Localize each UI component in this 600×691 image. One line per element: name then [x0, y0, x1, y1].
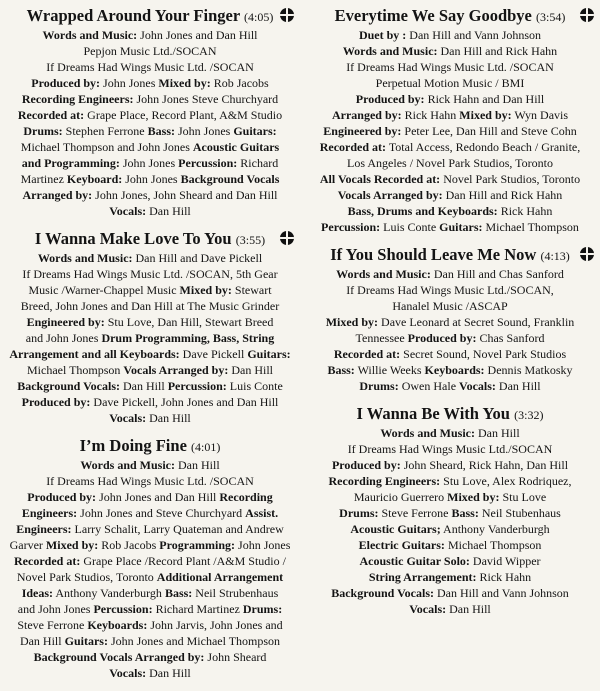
credit-line [304, 457, 596, 473]
credit-role: Produced by: [331, 458, 401, 472]
credit-value: Novel Park Studios, Toronto [440, 172, 581, 186]
song-credits-block [304, 404, 596, 617]
credit-line [304, 91, 596, 107]
credit-value: Chas Sanford [476, 331, 545, 345]
credit-role: Programming: [159, 538, 236, 552]
credit-line [4, 171, 296, 187]
credit-role: Vocals Arranged by: [337, 188, 443, 202]
credit-value: Michael Thompson [26, 363, 124, 377]
credit-line [4, 521, 296, 537]
credit-value: Luis Conte [226, 379, 283, 393]
song-title [4, 6, 296, 27]
credit-value: John Jones and Michael Thompson [107, 634, 281, 648]
credit-value: Wyn Davis [511, 108, 569, 122]
credit-role: Recorded at: [319, 140, 387, 154]
credit-role: Drums: [23, 124, 63, 138]
credit-role: Percussion: [178, 156, 238, 170]
credit-role: Acoustic Guitar Solo: [359, 554, 470, 568]
credit-role: Mixed by: [325, 315, 379, 329]
credit-line [4, 457, 296, 473]
song-duration: (4:13) [540, 249, 570, 263]
credit-line [304, 553, 596, 569]
credit-role: Background Vocals: [17, 379, 121, 393]
song-title [4, 436, 296, 457]
credit-role: Produced by: [21, 395, 91, 409]
song-duration: (4:05) [243, 10, 274, 24]
credit-line [304, 43, 596, 59]
credit-role: Mixed by: [447, 490, 500, 504]
credit-role: Words and Music: [37, 251, 133, 265]
credit-value: Stu Love, Alex Rodriquez, [440, 474, 572, 488]
credit-value: Steve Ferrone [17, 618, 88, 632]
credit-value: Neil Strubenhaus [192, 586, 279, 600]
credit-line [4, 91, 296, 107]
credit-value: Dennis Matkosky [484, 363, 573, 377]
credit-line [304, 473, 596, 489]
song-title-text: Everytime We Say Goodbye [334, 6, 532, 25]
credit-value: John Jones [235, 538, 291, 552]
credit-value: Garver [9, 538, 46, 552]
credit-role: Keyboards: [424, 363, 485, 377]
credit-line [304, 266, 596, 282]
credit-line: Breed, John Jones and Dan Hill at The Music Grinder [20, 299, 280, 313]
credit-role: String Arrangement: [368, 570, 477, 584]
credit-line [304, 569, 596, 585]
credit-line [4, 203, 296, 219]
song-title-text: I Wanna Be With You [356, 404, 510, 423]
credit-value: Rob Jacobs [98, 538, 160, 552]
right-column [304, 6, 596, 627]
credit-line [4, 330, 296, 346]
credits-text [4, 457, 296, 681]
credits-text [4, 27, 296, 219]
credit-role: Acoustic Guitars [192, 140, 280, 154]
credit-line: Perpetual Motion Music / BMI [375, 76, 525, 90]
credit-value: Anthony Vanderburgh [53, 586, 165, 600]
credit-value: Luis Conte [380, 220, 440, 234]
credit-line: If Dreams Had Wings Music Ltd. /SOCAN [346, 60, 554, 74]
credit-line [304, 314, 596, 330]
credit-role: Background Vocals Arranged by: [33, 650, 205, 664]
credit-line [4, 362, 296, 378]
credit-role: Arrangement and all Keyboards: [9, 347, 180, 361]
song-title [304, 404, 596, 425]
song-credits-block [4, 229, 296, 426]
song-title [4, 229, 296, 250]
credit-line [304, 219, 596, 235]
credit-value: Dan Hill [175, 458, 220, 472]
credit-role: Percussion: [167, 379, 227, 393]
credit-line [304, 489, 596, 505]
credit-value: Total Access, Redondo Beach / Granite, [386, 140, 581, 154]
credit-line [4, 346, 296, 362]
credit-role: Additional Arrangement [156, 570, 284, 584]
credit-line [304, 537, 596, 553]
song-credits-block [4, 6, 296, 219]
crosshair-circle-icon [580, 247, 594, 261]
credit-value: John Jones and Steve Churchyard [77, 506, 246, 520]
credit-line [4, 378, 296, 394]
credit-line [4, 394, 296, 410]
credit-value: Dan Hill and Rick Hahn [442, 188, 563, 202]
credit-value: Dan Hill [19, 634, 65, 648]
credit-line: If Dreams Had Wings Music Ltd./SOCAN, [346, 283, 554, 297]
credit-role: Electric Guitars: [358, 538, 445, 552]
credit-role: Vocals: [109, 204, 147, 218]
credit-role: Recorded at: [333, 347, 401, 361]
credit-role: Mixed by: [158, 76, 211, 90]
credit-line: If Dreams Had Wings Music Ltd. /SOCAN, 5th Gear [22, 267, 278, 281]
credit-line: Los Angeles / Novel Park Studios, Toronto [347, 156, 553, 170]
credit-value: Dan Hill [120, 379, 168, 393]
credit-line [4, 139, 296, 155]
credit-line [304, 505, 596, 521]
credit-role: Engineered by: [26, 315, 105, 329]
credit-role: Percussion: [321, 220, 381, 234]
credit-line [4, 282, 296, 298]
credit-role: Ideas: [21, 586, 54, 600]
credit-value: Neil Stubenhaus [478, 506, 561, 520]
credit-value: John Jones [174, 124, 234, 138]
credit-value: John Jarvis, John Jones and [147, 618, 283, 632]
credit-role: Guitars: [439, 220, 483, 234]
credit-value: Novel Park Studios, Toronto [16, 570, 157, 584]
credits-text [4, 250, 296, 426]
credit-value: Dan Hill [146, 204, 191, 218]
credit-value: Dan Hill [475, 426, 520, 440]
song-duration: (4:01) [191, 440, 221, 454]
credit-line [4, 314, 296, 330]
credit-role: Bass, Drums and Keyboards: [347, 204, 498, 218]
credit-role: Keyboard: [66, 172, 123, 186]
credit-value: John Jones [122, 172, 181, 186]
credit-role: Engineers: [21, 506, 78, 520]
credit-line [304, 425, 596, 441]
credit-role: Drum Programming, Bass, String [101, 331, 275, 345]
credit-role: and Programming: [21, 156, 120, 170]
credit-line [304, 362, 596, 378]
credit-role: Engineers: [16, 522, 72, 536]
credit-role: Arranged by: [331, 108, 402, 122]
credit-line: Pepjon Music Ltd./SOCAN [83, 44, 217, 58]
credit-value: John Jones, John Sheard and Dan Hill [92, 188, 278, 202]
credit-value: Dan Hill and Rick Hahn [437, 44, 558, 58]
credit-value: John Jones Steve Churchyard [133, 92, 279, 106]
credit-role: Mixed by: [179, 283, 232, 297]
credit-line [4, 27, 296, 43]
credit-line [304, 346, 596, 362]
credit-value: Peter Lee, Dan Hill and Steve Cohn [401, 124, 577, 138]
credit-line [304, 601, 596, 617]
credit-role: Vocals: [459, 379, 496, 393]
credit-line [304, 123, 596, 139]
credit-role: Bass: [327, 363, 355, 377]
credit-role: Guitars: [64, 634, 108, 648]
credit-line [4, 537, 296, 553]
credit-line [304, 378, 596, 394]
credit-role: Drums: [242, 602, 283, 616]
credit-role: Bass: [164, 586, 193, 600]
credit-value: Larry Schalit, Larry Quateman and Andrew [71, 522, 284, 536]
credit-role: Recording [219, 490, 273, 504]
credits-text [304, 266, 596, 394]
credit-role: Produced by: [31, 76, 101, 90]
credit-line [4, 585, 296, 601]
credit-value: Dave Leonard at Secret Sound, Franklin [378, 315, 575, 329]
credit-line [304, 187, 596, 203]
credit-value: Rick Hahn and Dan Hill [424, 92, 545, 106]
credit-value: Tennessee [355, 331, 408, 345]
credit-value: Stu Love, Dan Hill, Stewart Breed [104, 315, 274, 329]
credit-line [304, 330, 596, 346]
credit-line: Hanalel Music /ASCAP [392, 299, 508, 313]
credit-role: Mixed by: [459, 108, 512, 122]
credit-value: Dave Pickell, John Jones and Dan Hill [90, 395, 279, 409]
credit-value: Michael Thompson and John Jones [20, 140, 193, 154]
credit-role: Keyboards: [87, 618, 148, 632]
credit-value: Michael Thompson [482, 220, 579, 234]
credit-line [304, 107, 596, 123]
credit-value: John Jones [119, 156, 179, 170]
credit-value: Dan Hill and Vann Johnson [434, 586, 569, 600]
credit-value: John Jones [100, 76, 159, 90]
credit-role: Recording Engineers: [328, 474, 441, 488]
credit-role: Produced by: [407, 331, 477, 345]
credit-role: Words and Music: [42, 28, 138, 42]
credit-role: Produced by: [355, 92, 425, 106]
credit-line [304, 139, 596, 155]
credit-value: Stephen Ferrone [62, 124, 148, 138]
credit-line [4, 123, 296, 139]
credit-value: Dan Hill and Vann Johnson [406, 28, 542, 42]
credit-role: Words and Music: [336, 267, 431, 281]
credit-line [4, 75, 296, 91]
song-credits-block [304, 6, 596, 235]
credit-value: Steve Ferrone [378, 506, 452, 520]
credit-line [304, 585, 596, 601]
credit-line [4, 633, 296, 649]
credit-value: Music /Warner-Chappel Music [28, 283, 180, 297]
credit-value: Grape Place, Record Plant, A&M Studio [84, 108, 283, 122]
credit-role: Mixed by: [45, 538, 99, 552]
credit-role: Words and Music: [342, 44, 438, 58]
song-title-text: I Wanna Make Love To You [34, 229, 232, 248]
credit-value: Rob Jacobs [210, 76, 269, 90]
credit-value: Dan Hill and Dave Pickell [132, 251, 263, 265]
crosshair-circle-icon [580, 8, 594, 22]
song-duration: (3:32) [514, 408, 544, 422]
credit-value: John Jones and Dan Hill [137, 28, 258, 42]
credit-role: Acoustic Guitars; [350, 522, 441, 536]
credit-line [304, 27, 596, 43]
credit-role: Words and Music: [380, 426, 475, 440]
credit-role: Produced by: [27, 490, 97, 504]
credit-role: Recording Engineers: [21, 92, 134, 106]
song-title-text: If You Should Leave Me Now [330, 245, 537, 264]
credit-value: Martinez [20, 172, 67, 186]
credit-line [4, 505, 296, 521]
credit-value: John Sheard, Rick Hahn, Dan Hill [400, 458, 569, 472]
credit-value: Dan Hill [495, 379, 541, 393]
credit-line [4, 665, 296, 681]
credit-role: Duet by : [358, 28, 407, 42]
crosshair-circle-icon [280, 8, 294, 22]
credit-line: If Dreams Had Wings Music Ltd. /SOCAN [46, 474, 254, 488]
credit-value: Owen Hale [398, 379, 460, 393]
credit-role: Guitars: [247, 347, 291, 361]
credit-role: Guitars: [233, 124, 277, 138]
credit-value: Secret Sound, Novel Park Studios [400, 347, 567, 361]
credit-line [304, 171, 596, 187]
credit-role: Vocals: [409, 602, 447, 616]
credit-line [4, 489, 296, 505]
credit-role: Vocals: [109, 666, 147, 680]
credit-line [4, 187, 296, 203]
song-title [304, 245, 596, 266]
credit-role: Drums: [339, 506, 379, 520]
credit-line [304, 203, 596, 219]
credit-value: John Jones and Dan Hill [96, 490, 220, 504]
credit-role: Bass: [451, 506, 479, 520]
credit-role: Assist. [245, 506, 279, 520]
credit-line [304, 521, 596, 537]
credit-value: David Wipper [469, 554, 541, 568]
credit-value: Dan Hill [228, 363, 273, 377]
crosshair-circle-icon [280, 231, 294, 245]
credit-value: Dan Hill and Chas Sanford [430, 267, 564, 281]
credit-role: Vocals Arranged by: [123, 363, 229, 377]
credit-value: and John Jones [17, 602, 94, 616]
credit-line [4, 107, 296, 123]
credit-value: Willie Weeks [354, 363, 425, 377]
credit-value: Mauricio Guerrero [353, 490, 448, 504]
credit-line [4, 617, 296, 633]
credit-value: Rick Hahn [476, 570, 532, 584]
credit-role: Percussion: [93, 602, 153, 616]
credit-role: Recorded at: [14, 554, 81, 568]
song-credits-block [4, 436, 296, 681]
credit-role: Words and Music: [80, 458, 175, 472]
credit-value: Dan Hill [446, 602, 491, 616]
credit-value: Dan Hill [146, 411, 191, 425]
credit-role: Arranged by: [22, 188, 93, 202]
credits-text [304, 27, 596, 235]
left-column [4, 6, 296, 691]
credit-value: Dan Hill [146, 666, 191, 680]
credit-line [4, 601, 296, 617]
credit-value: Anthony Vanderburgh [440, 522, 550, 536]
credit-line [4, 649, 296, 665]
credit-line: If Dreams Had Wings Music Ltd. /SOCAN [46, 60, 254, 74]
credit-line [4, 569, 296, 585]
credit-line [4, 250, 296, 266]
song-title [304, 6, 596, 27]
credit-role: Engineered by: [323, 124, 402, 138]
credit-value: Dave Pickell [179, 347, 248, 361]
song-title-text: Wrapped Around Your Finger [26, 6, 240, 25]
song-duration: (3:55) [235, 233, 266, 247]
credit-value: Rick Hahn [401, 108, 460, 122]
credit-value: Rick Hahn [497, 204, 553, 218]
credit-role: All Vocals Recorded at: [319, 172, 441, 186]
credit-value: John Sheard [204, 650, 267, 664]
song-title-text: I’m Doing Fine [79, 436, 187, 455]
credit-role: Bass: [147, 124, 175, 138]
credit-role: Drums: [359, 379, 399, 393]
credit-role: Recorded at: [17, 108, 85, 122]
credit-value: and John Jones [25, 331, 102, 345]
credit-value: Stu Love [499, 490, 547, 504]
credit-line: If Dreams Had Wings Music Ltd./SOCAN [347, 442, 553, 456]
credit-value: Stewart [231, 283, 272, 297]
song-credits-block [304, 245, 596, 394]
credit-line [4, 553, 296, 569]
credit-value: Richard [237, 156, 279, 170]
credits-text [304, 425, 596, 617]
credit-role: Background Vocals: [331, 586, 435, 600]
credit-role: Vocals: [109, 411, 147, 425]
credit-value: Richard Martinez [152, 602, 243, 616]
credit-value: Michael Thompson [444, 538, 542, 552]
credit-value: Grape Place /Record Plant /A&M Studio / [80, 554, 286, 568]
song-duration: (3:54) [536, 10, 566, 24]
credit-line [4, 410, 296, 426]
credit-line [4, 155, 296, 171]
credit-role: Background Vocals [180, 172, 280, 186]
